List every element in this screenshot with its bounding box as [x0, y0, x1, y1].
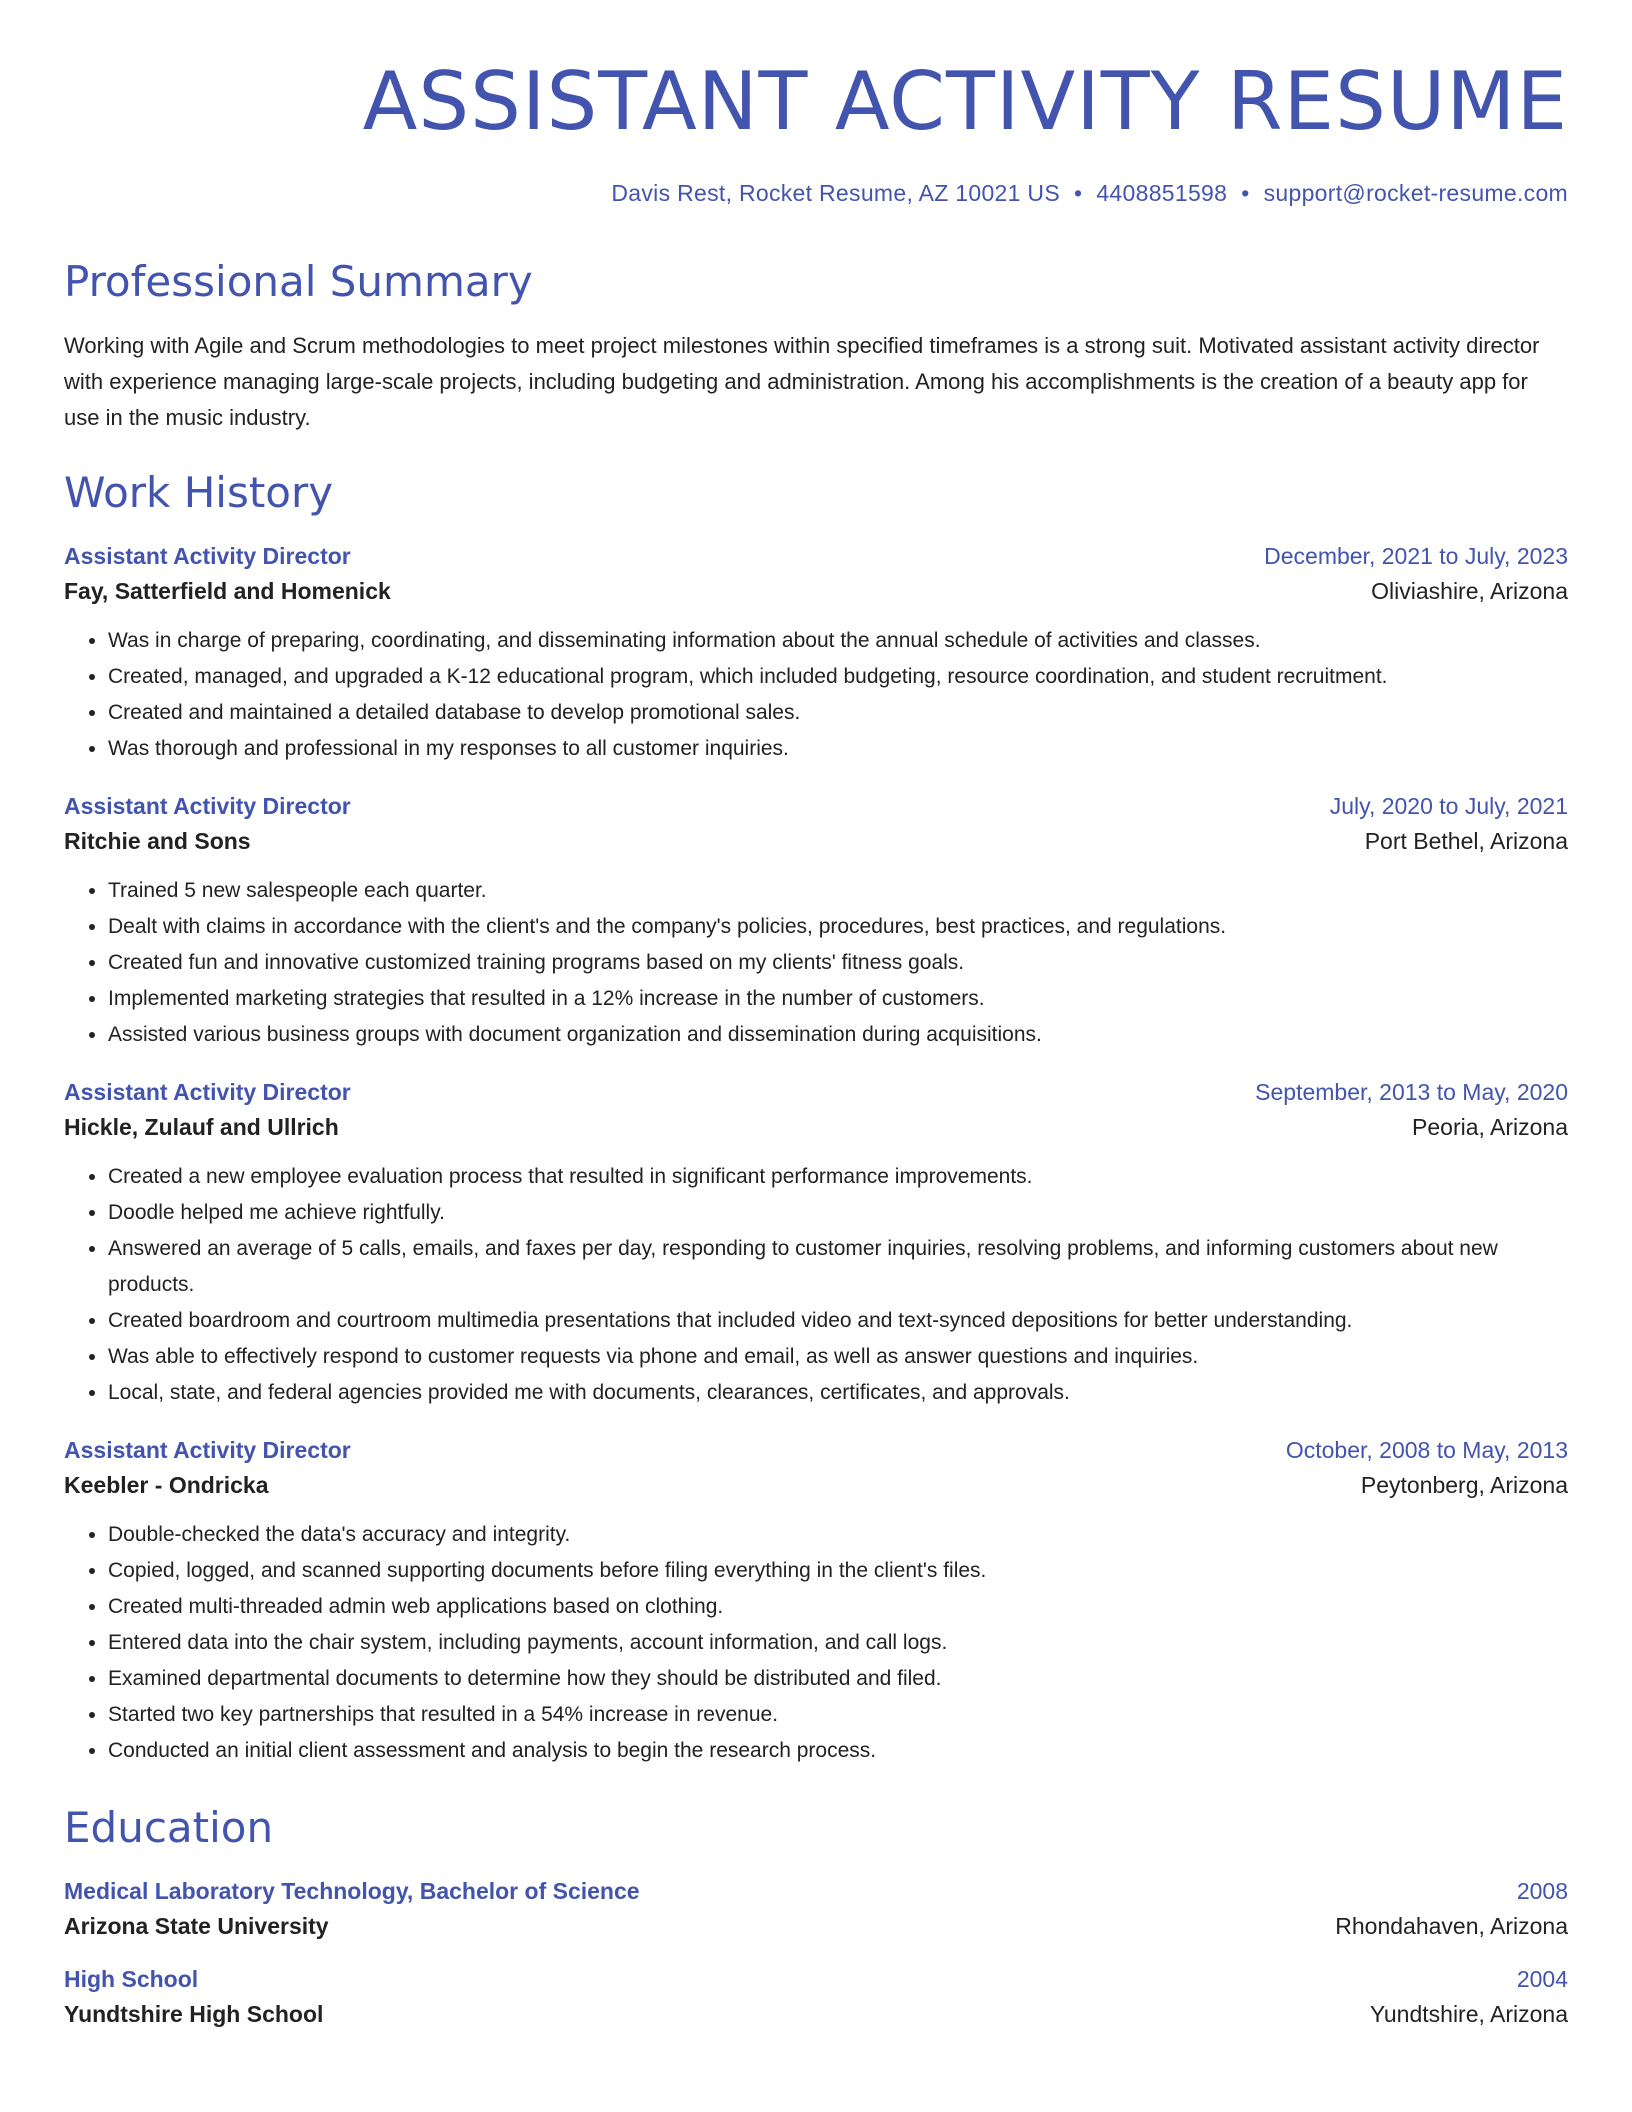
contact-line: [64, 180, 1568, 207]
job-bullets: [64, 623, 1568, 767]
job-bullet: • Created a new employee evaluation process that resulted in significant performance improvements.: [108, 1159, 1568, 1195]
education-entry: [64, 1878, 1568, 1940]
job-bullet: • Local, state, and federal agencies provided me with documents, clearances, certificates, and approvals.: [108, 1375, 1568, 1411]
job-bullet: • Answered an average of 5 calls, emails, and faxes per day, responding to customer inquiries, resolving problems, and informing customers about new products.: [108, 1231, 1568, 1303]
education-location: Yundtshire, Arizona: [1369, 2001, 1568, 2027]
education-degree: Medical Laboratory Technology, Bachelor of Science: [64, 1878, 640, 1904]
job-bullet: • Was able to effectively respond to customer requests via phone and email, as well as answer questions and inquiries.: [108, 1339, 1568, 1375]
work-history-heading: Work History: [64, 468, 334, 517]
education-heading: Education: [64, 1803, 274, 1852]
education-school: Yundtshire High School: [64, 2001, 324, 2027]
job-bullet: • Dealt with claims in accordance with the client's and the company's policies, procedures, best practices, and regulations.: [108, 909, 1568, 945]
education-year: 2004: [1516, 1966, 1568, 1992]
job-bullets: [64, 873, 1568, 1053]
resume-page: [64, 0, 1568, 2028]
job-bullet: • Implemented marketing strategies that resulted in a 12% increase in the number of customers.: [108, 981, 1568, 1017]
job-bullets: [64, 1517, 1568, 1769]
job-role: Assistant Activity Director: [64, 1437, 351, 1463]
job-company: Hickle, Zulauf and Ullrich: [64, 1114, 339, 1140]
job-role: Assistant Activity Director: [64, 793, 351, 819]
contact-email[interactable]: support@rocket-resume.com: [1263, 180, 1568, 206]
education-location: Rhondahaven, Arizona: [1335, 1913, 1568, 1939]
contact-separator: •: [1241, 180, 1250, 206]
job-dates: July, 2020 to July, 2021: [1329, 793, 1568, 819]
job-bullet: • Created fun and innovative customized training programs based on my clients' fitness goals.: [108, 945, 1568, 981]
job-entry: [64, 793, 1568, 1053]
education-school: Arizona State University: [64, 1913, 329, 1939]
contact-separator: •: [1073, 180, 1083, 206]
job-bullet: • Started two key partnerships that resulted in a 54% increase in revenue.: [108, 1697, 1568, 1733]
job-bullet: • Was in charge of preparing, coordinating, and disseminating information about the annual schedule of activities and classes.: [108, 623, 1568, 659]
job-bullet: • Created and maintained a detailed database to develop promotional sales.: [108, 695, 1568, 731]
job-bullet: • Double-checked the data's accuracy and integrity.: [108, 1517, 1568, 1553]
job-role: Assistant Activity Director: [64, 1079, 351, 1105]
job-location: Oliviashire, Arizona: [1371, 578, 1568, 604]
summary-text: Working with Agile and Scrum methodologies to meet project milestones within specified timeframes is a strong suit. Motivated assistant activity director with experience managing large-scale projects, including budgeting and administration. Among his accomplishments is the creation of a beauty app for use in the music industry.: [64, 333, 1540, 430]
job-entry: [64, 1437, 1568, 1769]
job-bullet: • Created, managed, and upgraded a K-12 educational program, which included budgeting, resource coordination, and student recruitment.: [108, 659, 1568, 695]
job-bullet: • Was thorough and professional in my responses to all customer inquiries.: [108, 731, 1568, 767]
job-location: Peytonberg, Arizona: [1360, 1472, 1568, 1498]
education-entry: [64, 1966, 1568, 2028]
job-entry: [64, 543, 1568, 767]
job-bullet: • Examined departmental documents to determine how they should be distributed and filed.: [108, 1661, 1568, 1697]
job-bullet: • Conducted an initial client assessment and analysis to begin the research process.: [108, 1733, 1568, 1769]
job-entry: [64, 1079, 1568, 1411]
job-bullet: • Assisted various business groups with document organization and dissemination during acquisitions.: [108, 1017, 1568, 1053]
contact-phone[interactable]: 4408851598: [1096, 180, 1228, 206]
job-location: Port Bethel, Arizona: [1364, 828, 1568, 854]
summary-heading: Professional Summary: [64, 257, 533, 306]
education-degree: High School: [64, 1966, 199, 1992]
job-bullet: • Entered data into the chair system, including payments, account information, and call logs.: [108, 1625, 1568, 1661]
job-location: Peoria, Arizona: [1412, 1114, 1568, 1140]
job-dates: December, 2021 to July, 2023: [1264, 543, 1568, 569]
job-company: Keebler - Ondricka: [64, 1472, 269, 1498]
job-bullet: • Created boardroom and courtroom multimedia presentations that included video and text-synced depositions for better understanding.: [108, 1303, 1568, 1339]
job-bullet: • Created multi-threaded admin web applications based on clothing.: [108, 1589, 1568, 1625]
job-bullets: [64, 1159, 1568, 1411]
job-dates: October, 2008 to May, 2013: [1285, 1437, 1568, 1463]
job-bullet: • Trained 5 new salespeople each quarter.: [108, 873, 1568, 909]
job-dates: September, 2013 to May, 2020: [1255, 1079, 1568, 1105]
education-year: 2008: [1516, 1878, 1568, 1904]
job-company: Ritchie and Sons: [64, 828, 251, 854]
contact-address: Davis Rest, Rocket Resume, AZ 10021 US: [611, 180, 1060, 206]
job-bullet: • Copied, logged, and scanned supporting documents before filing everything in the client's files.: [108, 1553, 1568, 1589]
job-company: Fay, Satterfield and Homenick: [64, 578, 391, 604]
job-bullet: • Doodle helped me achieve rightfully.: [108, 1195, 1568, 1231]
job-role: Assistant Activity Director: [64, 543, 351, 569]
resume-title: ASSISTANT ACTIVITY RESUME: [362, 55, 1568, 148]
